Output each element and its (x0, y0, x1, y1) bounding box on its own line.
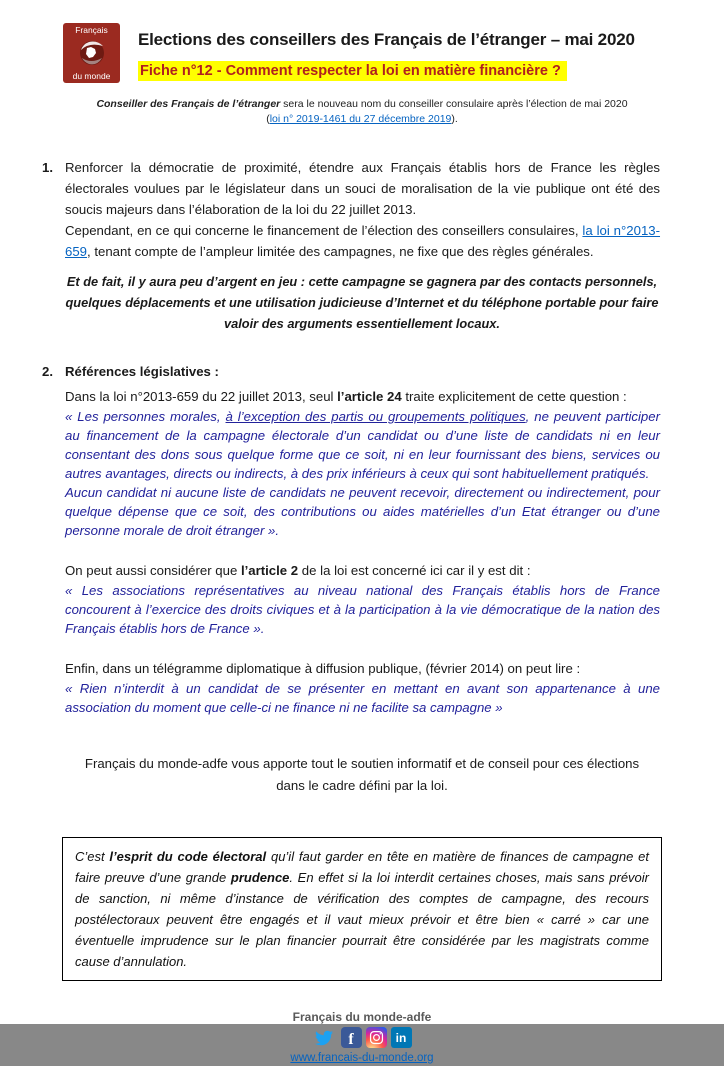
section-2-heading (42, 361, 660, 382)
article-24-quote-paragraph-2: Aucun candidat ni aucune liste de candidats ne peuvent recevoir, directement ou indirectement, pour quelque dépense que ce soit, des contributions ou aides matérielles d’un Etat étranger ou d’une personne morale de droit étranger ». (65, 485, 660, 538)
section-2-number: 2. (42, 364, 53, 379)
social-icons-row (0, 1027, 724, 1048)
page-title: Elections des conseillers des Français de l’étranger – mai 2020 (138, 30, 635, 49)
section-1-paragraph-2-post: , tenant compte de l’ampleur limitée des campagnes, ne fixe que des règles générales. (87, 244, 594, 259)
linkedin-icon[interactable]: in (391, 1027, 412, 1048)
footer-website-link[interactable]: www.francais-du-monde.org (290, 1052, 434, 1064)
box-rest: . En effet si la loi interdit certaines choses, mais sans prévoir de sanction, ni même d’instance de vérification des comptes de campagne, des recours postélectoraux peuvent être engagés et il vaut mieux prévoir et être bien « carré » car une éventuelle imprudence sur le plan financier pourrait être considérée par les magistrats comme cause d’annulation. (75, 870, 649, 969)
francais-du-monde-logo (63, 23, 120, 83)
note-paren-close: ). (451, 113, 458, 125)
campaign-callout: Et de fait, il y aura peu d’argent en jeu : cette campagne se gagnera par des contacts personnels, quelques déplacements et une utilisation judicieuse d’Internet et du téléphone portable pour faire valoir des arguments essentiellement locaux. (65, 274, 659, 331)
law-2013-659-link[interactable]: la loi n°2013-659 (65, 223, 661, 259)
article-2-quote: « Les associations représentatives au niveau national des Français établis hors de France concourent à l’exercice des droits civiques et à la participation à la vie démocratique de la nation des Français établis hors de France ». (65, 583, 660, 636)
logo-text-top: Français (75, 25, 108, 35)
globe-icon (77, 38, 107, 68)
intro-note-line1 (0, 97, 724, 112)
quote1-underlined: à l’exception des partis ou groupements politiques (225, 409, 526, 424)
section-1-paragraph-1-text: Renforcer la démocratie de proximité, étendre aux Français établis hors de France les règles électorales voulues par le législateur dans un souci de moralisation de la vie publique ont été des soucis majeurs dans l’élaboration de la loi du 22 juillet 2013. (65, 160, 660, 217)
page-subtitle: Fiche n°12 - Comment respecter la loi en matière financière ? (138, 61, 567, 81)
intro-note-line2 (0, 112, 724, 127)
section-1-paragraph-1 (65, 157, 660, 220)
twitter-icon[interactable] (313, 1027, 337, 1048)
note-lead: Conseiller des Français de l’étranger (96, 98, 281, 110)
box-bold-esprit: l’esprit du code électoral (109, 849, 267, 864)
logo-text-bottom: du monde (72, 70, 111, 81)
note-rest: sera le nouveau nom du conseiller consulaire après l’élection de mai 2020 (280, 98, 628, 110)
instagram-icon[interactable] (366, 1027, 387, 1048)
telegram-quote: « Rien n’interdit à un candidat de se présenter en mettant en avant son appartenance à une association du moment que celle-ci ne finance ni ne facilite sa campagne » (65, 681, 660, 715)
note-paren-open: ( (266, 113, 270, 125)
section-2-title: Références législatives : (65, 364, 219, 379)
section-1-paragraph-2-pre: Cependant, en ce qui concerne le financement de l’élection des conseillers consulaires, (65, 223, 583, 238)
article-24-intro-post: traite explicitement de cette question : (401, 389, 627, 404)
article-2-bold: l’article 2 (240, 563, 299, 578)
header-text (130, 23, 664, 83)
telegram-intro: Enfin, dans un télégramme diplomatique à diffusion publique, (février 2014) on peut lire : (65, 661, 581, 676)
facebook-icon[interactable]: f (341, 1027, 362, 1048)
law-2019-link[interactable]: loi n° 2019-1461 du 27 décembre 2019 (269, 113, 452, 125)
quote1-rest: , ne peuvent participer au financement de la campagne électorale d’un candidat ou d’une liste de candidats ni en leur consentant des dons sous quelque forme que ce soit, ni en leur fournissant des biens, services ou autres avantages, directs ou indirects, à des prix inférieurs à ceux qui sont habituellement pratiqués. (65, 409, 660, 481)
intro-note (0, 97, 724, 127)
article-2-intro (65, 560, 660, 581)
quote1-open: « Les personnes morales, (65, 409, 226, 424)
footer (0, 1010, 724, 1066)
support-statement: Français du monde-adfe vous apporte tout le soutien informatif et de conseil pour ces élections dans le cadre défini par la loi. (84, 756, 640, 793)
box-mid: qu’il faut garder en tête en matière de finances de campagne et faire preuve d’une grande (75, 849, 649, 885)
box-pre: C’est (75, 849, 110, 864)
section-1-number: 1. (42, 160, 53, 175)
article-24-bold: l’article 24 (337, 389, 402, 404)
article-24-quote-paragraph-1 (65, 407, 660, 483)
article-24-intro (65, 386, 660, 407)
box-bold-prudence: prudence (230, 870, 290, 885)
section-1-paragraph-2 (65, 220, 660, 262)
footer-org-name: Français du monde-adfe (292, 1010, 432, 1024)
electoral-code-box (62, 837, 662, 981)
article-2-intro-pre: On peut aussi considérer que (65, 563, 241, 578)
article-2-intro-post: de la loi est concerné ici car il y est dit : (298, 563, 531, 578)
article-24-intro-pre: Dans la loi n°2013-659 du 22 juillet 2013, seul (65, 389, 338, 404)
header (63, 23, 664, 83)
section-1 (42, 157, 660, 262)
